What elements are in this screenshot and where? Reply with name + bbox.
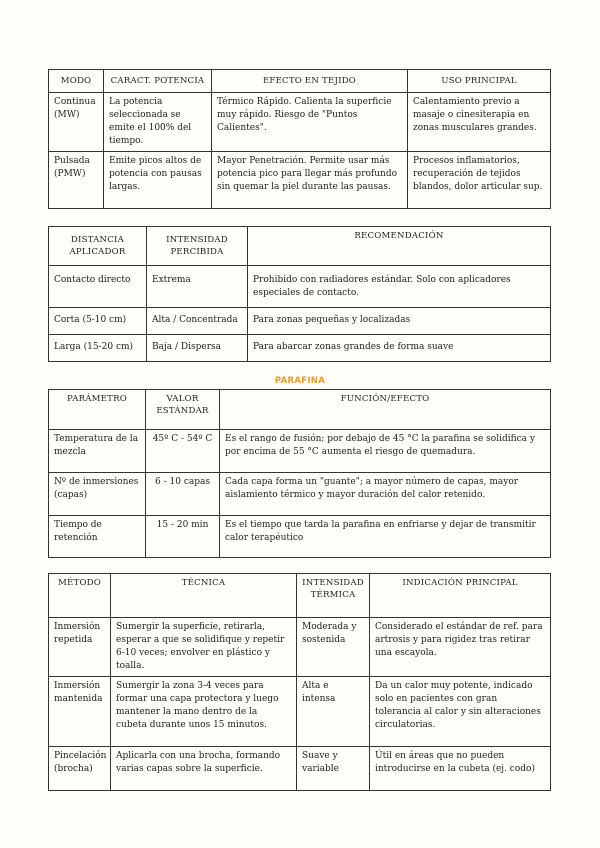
header-cell: USO PRINCIPAL bbox=[408, 70, 551, 93]
table-row bbox=[49, 747, 551, 791]
table-cell: Procesos inflamatorios, recuperación de tejidos blandos, dolor articular sup. bbox=[408, 152, 551, 209]
header-cell: MODO bbox=[49, 70, 104, 93]
table-cell: La potencia seleccionada se emite el 100% del tiempo. bbox=[104, 93, 212, 152]
table-cell: Contacto directo bbox=[49, 266, 147, 308]
microwave-modes-table bbox=[48, 69, 551, 209]
table-cell: Alta e intensa bbox=[297, 677, 370, 747]
table-cell: Tiempo de retención bbox=[49, 516, 146, 558]
table-cell: Es el rango de fusión; por debajo de 45 °C la parafina se solidifica y por encima de 55 °C aumenta el riesgo de quemadura. bbox=[220, 430, 551, 473]
table-cell: 15 - 20 min bbox=[146, 516, 220, 558]
table-cell: Alta / Concentrada bbox=[147, 308, 248, 335]
table-row bbox=[49, 152, 551, 209]
table-cell: Pincelación (brocha) bbox=[49, 747, 111, 791]
table-cell: Nº de inmersiones (capas) bbox=[49, 473, 146, 516]
header-cell: VALOR ESTÁNDAR bbox=[146, 390, 220, 430]
table-cell: Considerado el estándar de ref. para artrosis y para rigidez tras retirar una escayola. bbox=[370, 618, 551, 677]
header-cell: PARÁMETRO bbox=[49, 390, 146, 430]
table-row bbox=[49, 677, 551, 747]
table-cell: Es el tiempo que tarda la parafina en enfriarse y dejar de transmitir calor terapéutico bbox=[220, 516, 551, 558]
table-row bbox=[49, 430, 551, 473]
table-row bbox=[49, 473, 551, 516]
paraffin-methods-table bbox=[48, 573, 551, 791]
table-cell: Pulsada (PMW) bbox=[49, 152, 104, 209]
table-header-row bbox=[49, 390, 551, 430]
table-cell: Emite picos altos de potencia con pausas largas. bbox=[104, 152, 212, 209]
table-row bbox=[49, 266, 551, 308]
table-cell: Sumergir la zona 3-4 veces para formar una capa protectora y luego mantener la mano dentro de la cubeta durante unos 15 minutos. bbox=[111, 677, 297, 747]
header-cell: MÉTODO bbox=[49, 574, 111, 618]
table-cell: Extrema bbox=[147, 266, 248, 308]
table-header-row bbox=[49, 70, 551, 93]
table-cell: Útil en áreas que no pueden introducirse en la cubeta (ej. codo) bbox=[370, 747, 551, 791]
header-cell: CARACT. POTENCIA bbox=[104, 70, 212, 93]
table-cell: Da un calor muy potente, indicado solo en pacientes con gran tolerancia al calor y sin alteraciones circulatorias. bbox=[370, 677, 551, 747]
header-cell: INDICACIÓN PRINCIPAL bbox=[370, 574, 551, 618]
section-title-parafina: PARAFINA bbox=[274, 376, 326, 386]
table-cell: Mayor Penetración. Permite usar más potencia pico para llegar más profundo sin quemar la piel durante las pausas. bbox=[212, 152, 408, 209]
table-cell: Térmico Rápido. Calienta la superficie muy rápido. Riesgo de "Puntos Calientes". bbox=[212, 93, 408, 152]
table-cell: Aplicarla con una brocha, formando varias capas sobre la superficie. bbox=[111, 747, 297, 791]
table-row bbox=[49, 93, 551, 152]
table-cell: Baja / Dispersa bbox=[147, 335, 248, 362]
table-cell: Corta (5-10 cm) bbox=[49, 308, 147, 335]
header-cell: RECOMENDACIÓN bbox=[248, 227, 551, 266]
table-row bbox=[49, 618, 551, 677]
table-cell: Larga (15-20 cm) bbox=[49, 335, 147, 362]
table-cell: Continua (MW) bbox=[49, 93, 104, 152]
table-row bbox=[49, 516, 551, 558]
table-row bbox=[49, 335, 551, 362]
table-cell: Moderada y sostenida bbox=[297, 618, 370, 677]
table-cell: Suave y variable bbox=[297, 747, 370, 791]
table-cell: Cada capa forma un "guante"; a mayor número de capas, mayor aislamiento térmico y mayor duración del calor retenido. bbox=[220, 473, 551, 516]
table-cell: Para abarcar zonas grandes de forma suave bbox=[248, 335, 551, 362]
table-cell: Inmersión repetida bbox=[49, 618, 111, 677]
header-cell: FUNCIÓN/EFECTO bbox=[220, 390, 551, 430]
header-cell: INTENSIDAD TÉRMICA bbox=[297, 574, 370, 618]
table-cell: Calentamiento previo a masaje o cinesiterapia en zonas musculares grandes. bbox=[408, 93, 551, 152]
table-cell: Para zonas pequeñas y localizadas bbox=[248, 308, 551, 335]
table-cell: Prohibido con radiadores estándar. Solo con aplicadores especiales de contacto. bbox=[248, 266, 551, 308]
header-cell: DISTANCIA APLICADOR bbox=[49, 227, 147, 266]
table-header-row bbox=[49, 574, 551, 618]
table-cell: Sumergir la superficie, retirarla, esperar a que se solidifique y repetir 6-10 veces; envolver en plástico y toalla. bbox=[111, 618, 297, 677]
table-cell: 45º C - 54º C bbox=[146, 430, 220, 473]
table-cell: Temperatura de la mezcla bbox=[49, 430, 146, 473]
header-cell: TÉCNICA bbox=[111, 574, 297, 618]
table-row bbox=[49, 308, 551, 335]
header-cell: EFECTO EN TEJIDO bbox=[212, 70, 408, 93]
table-cell: 6 - 10 capas bbox=[146, 473, 220, 516]
applicator-distance-table bbox=[48, 226, 551, 362]
table-cell: Inmersión mantenida bbox=[49, 677, 111, 747]
paraffin-parameters-table bbox=[48, 389, 551, 558]
header-cell: INTENSIDAD PERCIBIDA bbox=[147, 227, 248, 266]
table-header-row bbox=[49, 227, 551, 266]
